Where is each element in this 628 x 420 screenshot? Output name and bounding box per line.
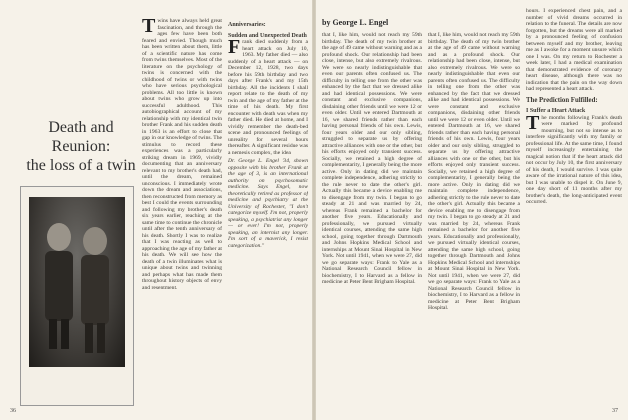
twins-photo-frame — [20, 186, 134, 406]
left-page — [0, 0, 312, 420]
subhead-sudden-death: Sudden and Unexpected Death — [228, 32, 307, 39]
left-column-1 — [142, 18, 222, 408]
intro-text: wins have always held great fascination, and through the ages few have been both feared and envied. Though much has been written about them, little of a scientific nature has come from twins themselves. Most of the literature on the psychology of twins is concerned with the childhood of twins or with twins who have serious psychological problems. All too little is known about twins who grow up into successful adulthood. This autobiographical account of my relationship with my identical twin brother Frank and his sudden death in 1963 is an effort to close that gap in our knowledge of twins. The stimulus to record these experiences was a particularly striking dream in 1969, vividly documenting that an anniversary relevant to my brother's death had, until the dream, remained unconscious. I immediately wrote down the dream and associations, then reconstructed from memory as best I could the events surrounding and following my brother's death six years earlier, reaching at the same time to continue the chronicle until after the tenth anniversary of his death. Shortly I was to realize that I was reacting as well to approaching the age of my father at his death. We will see how the death of a twin illuminates what is unique about twins and twinning and perhaps what has made them throughout history objects of envy and resentment. — [142, 18, 222, 291]
funeral-text: hours. I experienced chest pain, and a number of vivid dreams occurred in relation to the funeral. The details are now forgotten, but the dreams were all marked by a pronounced feeling of confusion between myself and my brother, leaving me as I awoke for a moment unsure which one I was. On my return to Rochester a week later, I had a medical examination that demonstrated evidence of coronary heart disease, although there was no indication that the pain on the way down had represented a heart attack. — [526, 8, 622, 92]
author-bio: Dr. George L. Engel '34, shown opposite with his brother Frank at the age of 3, is an international authority on psychosomatic medicine. Says Engel, now theoretically retired as professor of medicine and psychiatry at the University of Rochester, "I don't categorize myself. I'm not, properly speaking, a psychiatrist any longer — or ever! I'm not, properly speaking, an internist any longer. I'm sort of a maverick, I resist categorization." — [228, 158, 308, 249]
subhead-prediction: The Prediction Fulfilled: — [526, 96, 598, 104]
article-title — [26, 118, 136, 175]
drop-cap: T — [526, 111, 540, 134]
subhead-heart-attack: I Suffer a Heart Attack — [526, 108, 586, 114]
drop-cap: T — [142, 18, 156, 37]
right-column-2 — [428, 32, 520, 410]
right-column-1 — [322, 32, 422, 410]
subhead-anniversaries: Anniversaries: — [228, 22, 266, 28]
title-line-1: Death and Reunion: — [48, 119, 114, 155]
title-line-2: the loss of a twin — [26, 157, 136, 174]
right-page — [316, 0, 628, 420]
left-column-2 — [228, 18, 308, 408]
twins-photo — [29, 197, 125, 367]
twin-boys-photo-icon — [29, 197, 125, 367]
page-number-left: 36 — [10, 408, 16, 414]
sudden-death-text: rank died suddenly from a heart attack on July 10, 1963. My father died — also suddenly of a heart attack — on December 12, 1928, two days before his 59th birthday and two days after Frank's and my 15th birthday. All the incidents I shall report relate to the death of my twin and the age of my father at the time of his death. My first encounter with death was when my father died. He died at home, and I vividly remember the death-bed scene and pronounced feelings of unreality for several hours thereafter. A significant residue was a nemesis complex, the idea — [228, 39, 308, 156]
heart-attack-text: he months following Frank's death were marked by profound mourning, but not so intense as to interfere significantly with my family or professional life. At the same time, I found myself increasingly entertaining the magical notion that if the heart attack did not occur by July 10, the first anniversary of his death, I would survive. I was quite aware of the irrational nature of this idea, but I was unable to dispel it. On June 9, one day short of 11 months after my brother's death, the long-anticipated event occurred. — [526, 114, 622, 205]
byline: by George L. Engel — [322, 18, 389, 27]
page-number-right: 37 — [612, 408, 618, 414]
drop-cap: F — [228, 36, 241, 58]
right-column-2-text: that I, like him, would not reach my 59th birthday. The death of my twin brother at the age of 49 came without warning and as a profound shock. Our relationship had been close, intense, but also extremely rivalrous. We were so nearly indistinguishable that even our parents often confused us. The difficulty in telling one from the other was enhanced by the fact that we dressed alike and had identical possessions. We were constant and exclusive companions, disdaining other friends until we were 12 or even older. Until we entered Dartmouth at 16, we shared friends rather than each having personal friends of his own. Lewis, four years older and our only sibling, struggled to separate us by offering attractive alliances with one or the other, but his efforts enjoyed only transient success. Socially, we retained a high degree of complementarity, I generally being the more active. Only in dating did we maintain complete independence, adhering strictly to the rule never to date the other's girl. Actually this became a device enabling me to disengage from my twin. I began to go steady at 21 and was married by 24, whereas Frank remained a bachelor for another five years. Educationally and professionally, we pursued virtually identical courses, attending the same high school, going together through Dartmouth and Johns Hopkins Medical School and internships at Mount Sinai Hospital in New York. Not until 1941, when we were 27, did we go separate ways: Frank to Yale as a National Research Council fellow in biochemistry, I to Harvard as a fellow in medicine at Peter Bent Brigham Hospital. — [428, 32, 520, 311]
right-column-3 — [526, 8, 622, 410]
relationship-text: that I, like him, would not reach my 59th birthday. The death of my twin brother at the age of 49 came without warning and as a profound shock. Our relationship had been close, intense, but also extremely rivalrous. We were so nearly indistinguishable that even our parents often confused us. The difficulty in telling one from the other was enhanced by the fact that we dressed alike and had identical possessions. We were constant and exclusive companions, disdaining other friends until we were 12 or even older. Until we entered Dartmouth at 16, we shared friends rather than each having personal friends of his own. Lewis, four years older and our only sibling, struggled to separate us by offering attractive alliances with one or the other, but his efforts enjoyed only transient success. Socially, we retained a high degree of complementarity, I generally being the more active. Only in dating did we maintain complete independence, adhering strictly to the rule never to date the other's girl. Actually this became a device enabling me to disengage from my twin. I began to go steady at 21 and was married by 24, whereas Frank remained a bachelor for another five years. Educationally and professionally, we pursued virtually identical courses, attending the same high school, going together through Dartmouth and Johns Hopkins Medical School and internships at Mount Sinai Hospital in New York. Not until 1941, when we were 27, did we go separate ways: Frank to Yale as a National Research Council fellow in biochemistry, I to Harvard as a fellow in medicine at Peter Bent Brigham Hospital. — [322, 32, 422, 285]
